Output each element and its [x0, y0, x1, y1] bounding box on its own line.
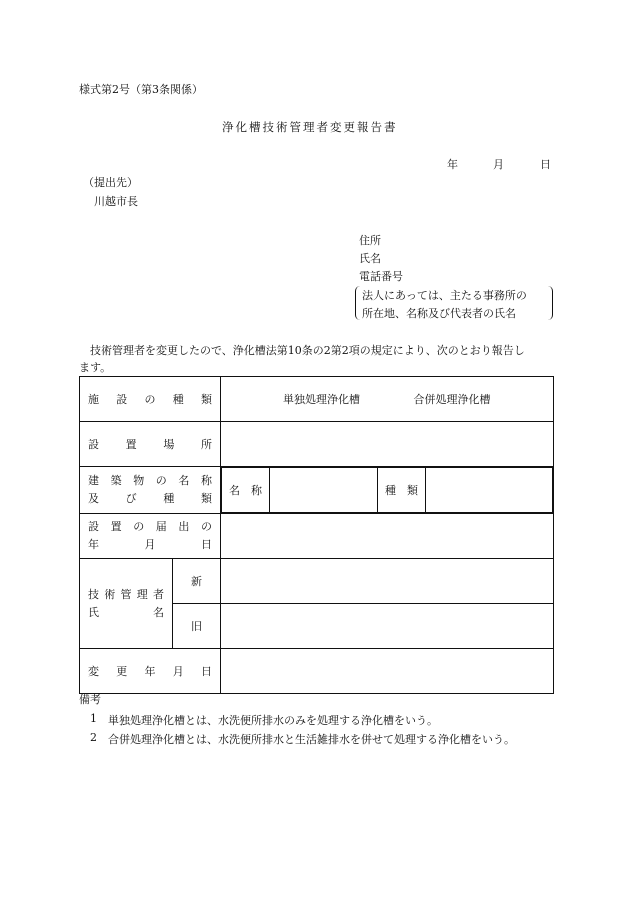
remarks-item-text: 単独処理浄化槽とは、水洗便所排水のみを処理する浄化槽をいう。 — [108, 714, 438, 727]
remarks-item-text: 合併処理浄化槽とは、水洗便所排水と生活雑排水を併せて処理する浄化槽をいう。 — [108, 733, 515, 746]
table-row — [80, 377, 554, 422]
facility-type-options-cell — [221, 377, 554, 422]
change-date-label-cell: 変 更 年 月 日 — [80, 649, 221, 694]
table-row — [80, 559, 554, 604]
install-date-input-cell[interactable] — [221, 514, 554, 559]
remarks-item-number: 2 — [90, 731, 97, 744]
install-date-label-cell: 設 置 の 届 出 の 年 月 日 — [80, 514, 221, 559]
building-name-label: 名 称 — [222, 468, 270, 513]
manager-new-label: 新 — [173, 559, 221, 604]
change-date-input-cell[interactable] — [221, 649, 554, 694]
manager-new-input-cell[interactable] — [221, 559, 554, 604]
manager-old-input-cell[interactable] — [221, 604, 554, 649]
corporate-note-line1: 法人にあっては、主たる事務所の — [362, 289, 527, 302]
intro-line2: ます。 — [79, 361, 112, 374]
page-title: 浄化槽技術管理者変更報告書 — [222, 120, 398, 134]
intro-line1: 技術管理者を変更したので、浄化槽法第10条の2第2項の規定により、次のとおり報告し — [90, 344, 525, 357]
location-label-cell: 設 置 場 所 — [80, 422, 221, 467]
name-label: 氏名 — [359, 252, 381, 265]
building-detail-cell — [221, 467, 554, 514]
phone-label: 電話番号 — [359, 270, 403, 283]
facility-type-label-cell: 施 設 の 種 類 — [80, 377, 221, 422]
building-type-label: 種 類 — [378, 468, 426, 513]
corporate-note-line2: 所在地、名称及び代表者の氏名 — [362, 307, 516, 320]
building-type-input[interactable] — [426, 468, 553, 513]
date-year-label: 年 — [447, 158, 458, 171]
recipient-name: 川越市長 — [94, 195, 138, 208]
form-number: 様式第2号（第3条関係） — [79, 83, 203, 96]
manager-old-label: 旧 — [173, 604, 221, 649]
building-label-cell: 建 築 物 の 名 称 及 び 種 類 — [80, 467, 221, 514]
table-row — [80, 514, 554, 559]
facility-type-option-single[interactable]: 単独処理浄化槽 — [283, 393, 360, 406]
table-row — [80, 649, 554, 694]
date-month-label: 月 — [493, 158, 504, 171]
date-day-label: 日 — [540, 158, 551, 171]
building-name-input[interactable] — [270, 468, 378, 513]
remarks-heading: 備考 — [79, 693, 101, 706]
recipient-label: （提出先） — [83, 176, 138, 189]
report-table — [79, 376, 554, 694]
remarks-item-number: 1 — [90, 712, 97, 725]
address-label: 住所 — [359, 234, 381, 247]
table-row — [80, 467, 554, 514]
facility-type-option-combined[interactable]: 合併処理浄化槽 — [413, 393, 491, 406]
location-input-cell[interactable] — [221, 422, 554, 467]
table-row — [80, 422, 554, 467]
manager-label-cell: 技 術 管 理 者 氏 名 — [80, 559, 173, 649]
